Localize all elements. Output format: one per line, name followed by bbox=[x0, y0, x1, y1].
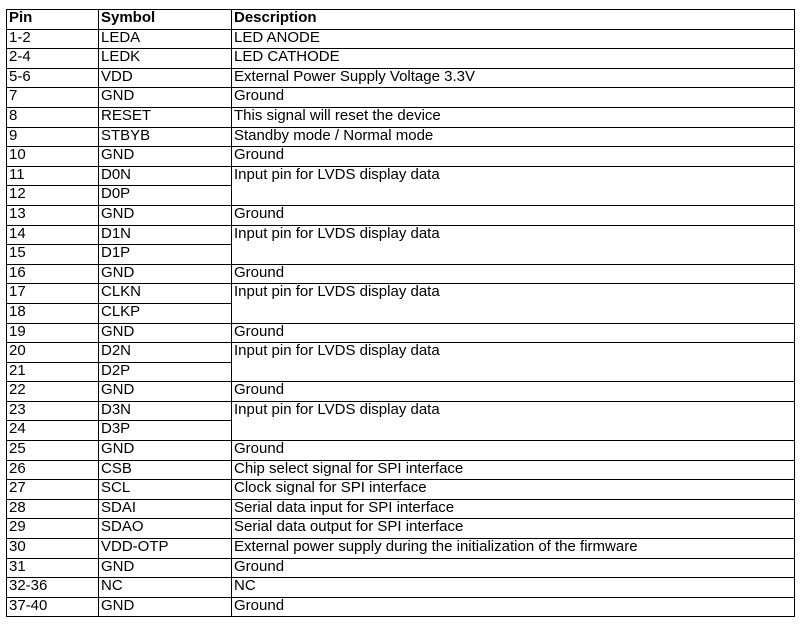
table-body bbox=[7, 29, 795, 617]
header-symbol: Symbol bbox=[99, 10, 232, 30]
symbol-cell: GND bbox=[99, 441, 232, 461]
description-cell: Ground bbox=[232, 382, 795, 402]
description-cell: Ground bbox=[232, 323, 795, 343]
table-row bbox=[7, 127, 795, 147]
table-row bbox=[7, 284, 795, 304]
symbol-cell: GND bbox=[99, 205, 232, 225]
table-header bbox=[7, 10, 795, 30]
symbol-cell: D1P bbox=[99, 245, 232, 265]
table-row bbox=[7, 597, 795, 617]
symbol-cell: D2P bbox=[99, 362, 232, 382]
pin-cell: 29 bbox=[7, 519, 99, 539]
description-cell: Ground bbox=[232, 88, 795, 108]
description-cell: Ground bbox=[232, 597, 795, 617]
description-cell: External Power Supply Voltage 3.3V bbox=[232, 68, 795, 88]
description-cell: Ground bbox=[232, 441, 795, 461]
table-row bbox=[7, 382, 795, 402]
table-row bbox=[7, 29, 795, 49]
table-row bbox=[7, 539, 795, 559]
table-row bbox=[7, 323, 795, 343]
symbol-cell: CSB bbox=[99, 460, 232, 480]
description-cell: LED ANODE bbox=[232, 29, 795, 49]
header-row bbox=[7, 10, 795, 30]
symbol-cell: GND bbox=[99, 597, 232, 617]
pin-cell: 20 bbox=[7, 343, 99, 363]
pin-cell: 9 bbox=[7, 127, 99, 147]
pin-cell: 13 bbox=[7, 205, 99, 225]
pin-cell: 11 bbox=[7, 166, 99, 186]
description-cell: Serial data input for SPI interface bbox=[232, 499, 795, 519]
table-row bbox=[7, 558, 795, 578]
pin-cell: 18 bbox=[7, 303, 99, 323]
description-cell: Input pin for LVDS display data bbox=[232, 166, 795, 205]
description-cell: Ground bbox=[232, 558, 795, 578]
symbol-cell: GND bbox=[99, 264, 232, 284]
pin-cell: 24 bbox=[7, 421, 99, 441]
pin-cell: 16 bbox=[7, 264, 99, 284]
symbol-cell: STBYB bbox=[99, 127, 232, 147]
pin-cell: 5-6 bbox=[7, 68, 99, 88]
pin-cell: 7 bbox=[7, 88, 99, 108]
table-row bbox=[7, 68, 795, 88]
pin-cell: 23 bbox=[7, 401, 99, 421]
pin-cell: 2-4 bbox=[7, 49, 99, 69]
symbol-cell: CLKP bbox=[99, 303, 232, 323]
table-row bbox=[7, 147, 795, 167]
pin-cell: 8 bbox=[7, 107, 99, 127]
symbol-cell: VDD-OTP bbox=[99, 539, 232, 559]
description-cell: Input pin for LVDS display data bbox=[232, 401, 795, 440]
table-row bbox=[7, 401, 795, 421]
pin-cell: 15 bbox=[7, 245, 99, 265]
symbol-cell: D0P bbox=[99, 186, 232, 206]
symbol-cell: LEDA bbox=[99, 29, 232, 49]
description-cell: NC bbox=[232, 578, 795, 598]
pin-cell: 10 bbox=[7, 147, 99, 167]
pin-cell: 12 bbox=[7, 186, 99, 206]
symbol-cell: D3N bbox=[99, 401, 232, 421]
symbol-cell: GND bbox=[99, 382, 232, 402]
table-row bbox=[7, 88, 795, 108]
symbol-cell: D3P bbox=[99, 421, 232, 441]
symbol-cell: NC bbox=[99, 578, 232, 598]
symbol-cell: GND bbox=[99, 147, 232, 167]
pin-cell: 21 bbox=[7, 362, 99, 382]
description-cell: Clock signal for SPI interface bbox=[232, 480, 795, 500]
table-row bbox=[7, 343, 795, 363]
symbol-cell: RESET bbox=[99, 107, 232, 127]
table-row bbox=[7, 460, 795, 480]
symbol-cell: CLKN bbox=[99, 284, 232, 304]
description-cell: Ground bbox=[232, 264, 795, 284]
table-row bbox=[7, 205, 795, 225]
description-cell: Input pin for LVDS display data bbox=[232, 225, 795, 264]
table-row bbox=[7, 49, 795, 69]
symbol-cell: SDAI bbox=[99, 499, 232, 519]
symbol-cell: D1N bbox=[99, 225, 232, 245]
table-row bbox=[7, 107, 795, 127]
pin-table bbox=[6, 9, 795, 617]
description-cell: LED CATHODE bbox=[232, 49, 795, 69]
table-row bbox=[7, 264, 795, 284]
symbol-cell: GND bbox=[99, 558, 232, 578]
pin-cell: 17 bbox=[7, 284, 99, 304]
description-cell: Serial data output for SPI interface bbox=[232, 519, 795, 539]
pin-cell: 31 bbox=[7, 558, 99, 578]
pin-cell: 32-36 bbox=[7, 578, 99, 598]
table-row bbox=[7, 225, 795, 245]
pin-cell: 30 bbox=[7, 539, 99, 559]
table-row bbox=[7, 166, 795, 186]
symbol-cell: D0N bbox=[99, 166, 232, 186]
table-row bbox=[7, 578, 795, 598]
description-cell: Input pin for LVDS display data bbox=[232, 284, 795, 323]
pin-cell: 28 bbox=[7, 499, 99, 519]
table-row bbox=[7, 519, 795, 539]
pin-cell: 22 bbox=[7, 382, 99, 402]
symbol-cell: LEDK bbox=[99, 49, 232, 69]
table-row bbox=[7, 441, 795, 461]
pin-cell: 19 bbox=[7, 323, 99, 343]
description-cell: External power supply during the initialization of the firmware bbox=[232, 539, 795, 559]
pin-cell: 1-2 bbox=[7, 29, 99, 49]
symbol-cell: GND bbox=[99, 323, 232, 343]
table-row bbox=[7, 480, 795, 500]
pin-cell: 26 bbox=[7, 460, 99, 480]
description-cell: Ground bbox=[232, 147, 795, 167]
header-pin: Pin bbox=[7, 10, 99, 30]
symbol-cell: SCL bbox=[99, 480, 232, 500]
symbol-cell: SDAO bbox=[99, 519, 232, 539]
pin-cell: 25 bbox=[7, 441, 99, 461]
description-cell: Chip select signal for SPI interface bbox=[232, 460, 795, 480]
header-description: Description bbox=[232, 10, 795, 30]
description-cell: Ground bbox=[232, 205, 795, 225]
pin-cell: 27 bbox=[7, 480, 99, 500]
pin-cell: 14 bbox=[7, 225, 99, 245]
description-cell: This signal will reset the device bbox=[232, 107, 795, 127]
description-cell: Input pin for LVDS display data bbox=[232, 343, 795, 382]
symbol-cell: VDD bbox=[99, 68, 232, 88]
symbol-cell: GND bbox=[99, 88, 232, 108]
description-cell: Standby mode / Normal mode bbox=[232, 127, 795, 147]
table-row bbox=[7, 499, 795, 519]
pin-cell: 37-40 bbox=[7, 597, 99, 617]
symbol-cell: D2N bbox=[99, 343, 232, 363]
